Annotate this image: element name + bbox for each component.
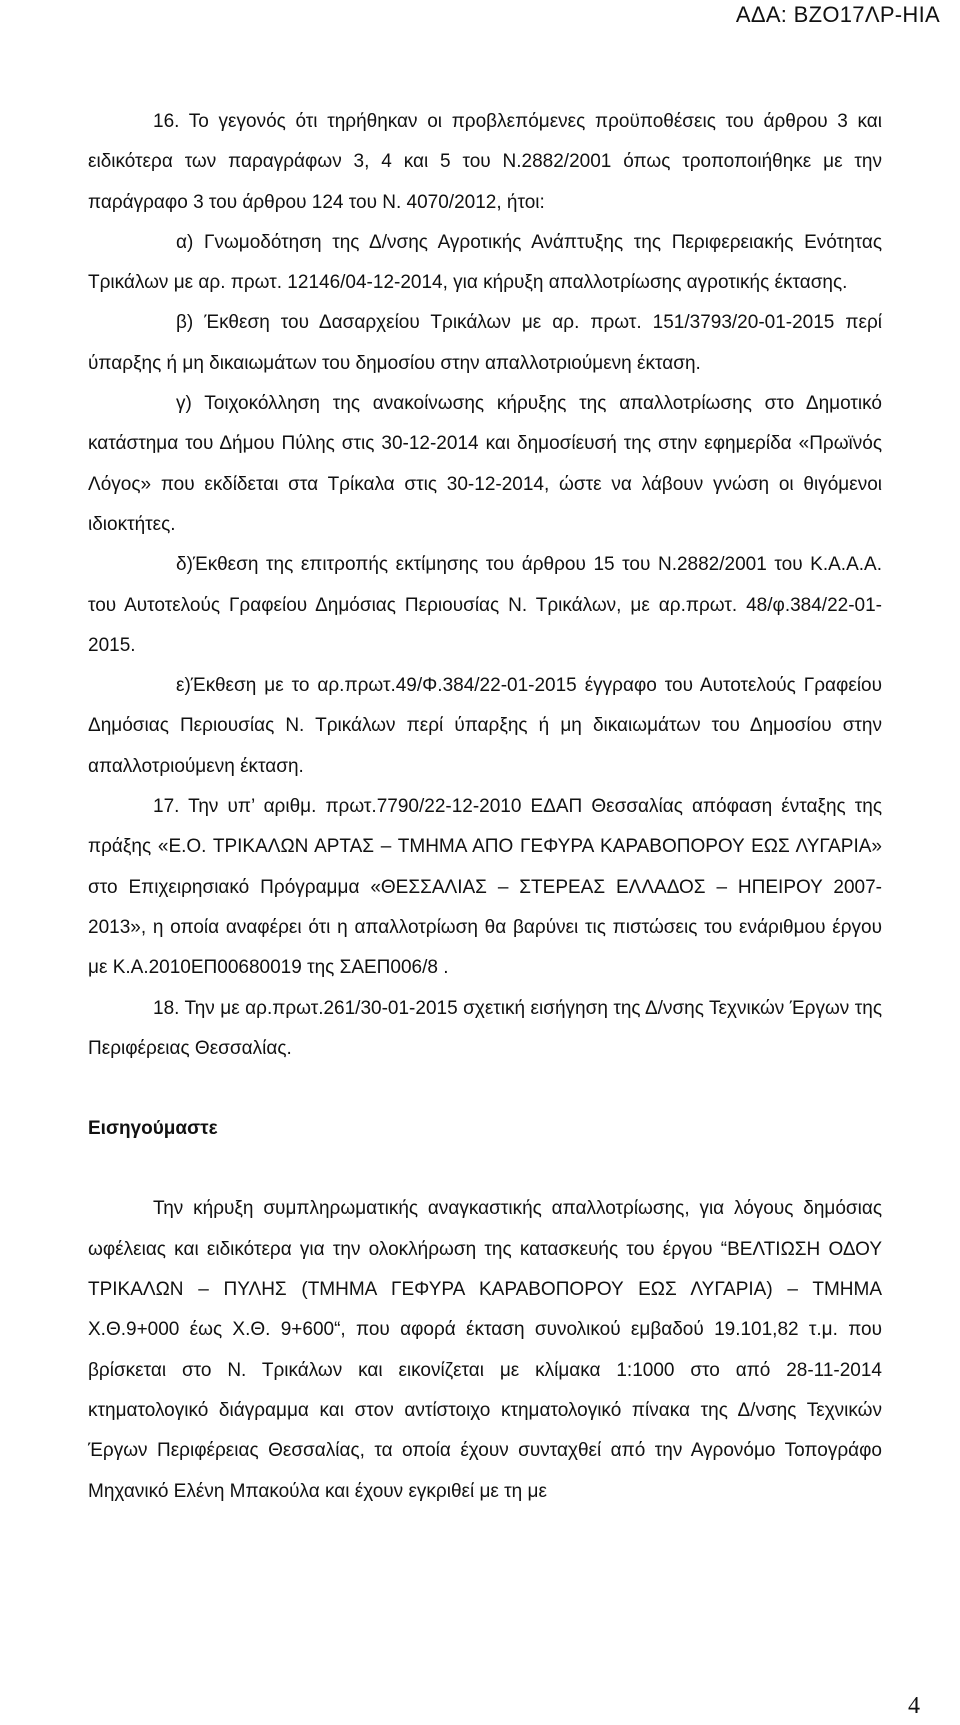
page-number: 4 <box>908 1693 920 1719</box>
paragraph-16d: δ)Έκθεση της επιτροπής εκτίμησης του άρθρου 15 του Ν.2882/2001 του Κ.Α.Α.Α. του Αυτοτελούς Γραφείου Δημόσιας Περιουσίας Ν. Τρικάλων, με αρ.πρωτ. 48/φ.384/22-01-2015. <box>88 554 882 656</box>
final-paragraph: Την κήρυξη συμπληρωματικής αναγκαστικής απαλλοτρίωσης, για λόγους δημόσιας ωφέλειας και ειδικότερα για την ολοκλήρωση της κατασκευής του έργου “ΒΕΛΤΙΩΣΗ ΟΔΟΥ ΤΡΙΚΑΛΩΝ – ΠΥΛΗΣ (ΤΜΗΜΑ ΓΕΦΥΡΑ ΚΑΡΑΒΟΠΟΡΟΥ ΕΩΣ ΛΥΓΑΡΙΑ) – ΤΜΗΜΑ Χ.Θ.9+000 έως Χ.Θ. 9+600“, που αφορά έκταση συνολικού εμβαδού 19.101,82 τ.μ. που βρίσκεται στο Ν. Τρικάλων και εικονίζεται με κλίμακα 1:1000 στο από 28-11-2014 κτηματολογικό διάγραμμα και στον αντίστοιχο κτηματολογικό πίνακα της Δ/νσης Τεχνικών Έργων Περιφέρειας Θεσσαλίας, τα οποία έχουν συνταχθεί από την Αγρονόμο Τοπογράφο Μηχανικό Ελένη Μπακούλα και έχουν εγκριθεί με τη με <box>88 1198 882 1502</box>
section-heading: Εισηγούμαστε <box>88 1118 218 1140</box>
document-body <box>88 102 882 1512</box>
ada-code: ΑΔΑ: ΒΖΟ17ΛΡ-ΗΙΑ <box>735 2 940 27</box>
paragraph-16a: α) Γνωμοδότηση της Δ/νσης Αγροτικής Ανάπτυξης της Περιφερειακής Ενότητας Τρικάλων με αρ. πρωτ. 12146/04-12-2014, για κήρυξη απαλλοτρίωσης αγροτικής έκτασης. <box>88 231 882 294</box>
paragraph-17: 17. Την υπ’ αριθμ. πρωτ.7790/22-12-2010 ΕΔΑΠ Θεσσαλίας απόφαση ένταξης της πράξης «Ε.Ο. ΤΡΙΚΑΛΩΝ ΑΡΤΑΣ – ΤΜΗΜΑ ΑΠΟ ΓΕΦΥΡΑ ΚΑΡΑΒΟΠΟΡΟΥ ΕΩΣ ΛΥΓΑΡΙΑ» στο Επιχειρησιακό Πρόγραμμα «ΘΕΣΣΑΛΙΑΣ – ΣΤΕΡΕΑΣ ΕΛΛΑΔΟΣ – ΗΠΕΙΡΟΥ 2007-2013», η οποία αναφέρει ότι η απαλλοτρίωση θα βαρύνει τις πιστώσεις του ενάριθμου έργου με Κ.Α.2010ΕΠ00680019 της ΣΑΕΠ006/8 . <box>88 796 882 979</box>
paragraph-16e: ε)Έκθεση με το αρ.πρωτ.49/Φ.384/22-01-2015 έγγραφο του Αυτοτελούς Γραφείου Δημόσιας Περιουσίας Ν. Τρικάλων περί ύπαρξης ή μη δικαιωμάτων του Δημοσίου στην απαλλοτριούμενη έκταση. <box>88 675 882 777</box>
paragraph-16b: β) Έκθεση του Δασαρχείου Τρικάλων με αρ. πρωτ. 151/3793/20-01-2015 περί ύπαρξης ή μη δικαιωμάτων του δημοσίου στην απαλλοτριούμενη έκταση. <box>88 312 882 374</box>
paragraph-18: 18. Την με αρ.πρωτ.261/30-01-2015 σχετική εισήγηση της Δ/νσης Τεχνικών Έργων της Περιφέρειας Θεσσαλίας. <box>88 997 882 1059</box>
paragraph-16c: γ) Τοιχοκόλληση της ανακοίνωσης κήρυξης της απαλλοτρίωσης στο Δημοτικό κατάστημα του Δήμου Πύλης στις 30-12-2014 και δημοσίευσή της στην εφημερίδα «Πρωϊνός Λόγος» που εκδίδεται στα Τρίκαλα στις 30-12-2014, ώστε να λάβουν γνώση οι θιγόμενοι ιδιοκτήτες. <box>88 393 882 535</box>
paragraph-16: 16. Το γεγονός ότι τηρήθηκαν οι προβλεπόμενες προϋποθέσεις του άρθρου 3 και ειδικότερα των παραγράφων 3, 4 και 5 του Ν.2882/2001 όπως τροποποιήθηκε με την παράγραφο 3 του άρθρου 124 του Ν. 4070/2012, ήτοι: <box>88 111 882 213</box>
